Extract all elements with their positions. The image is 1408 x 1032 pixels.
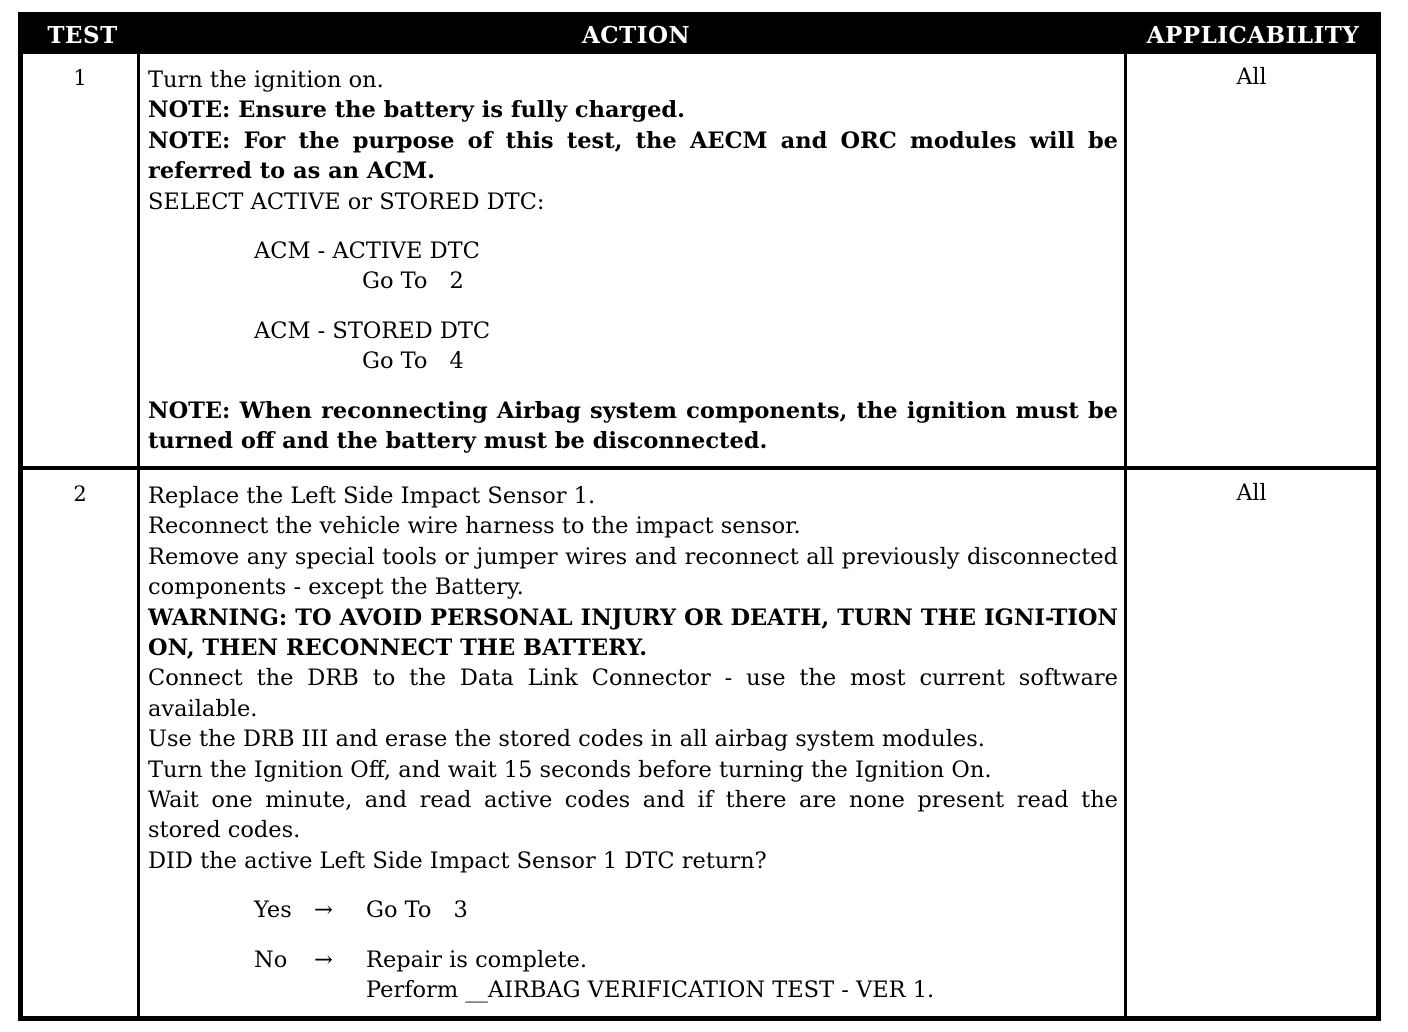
warning-line: WARNING: TO AVOID PERSONAL INJURY OR DEATH, TURN THE IGNI-TION ON, THEN RECONNECT THE BATTERY. (148, 604, 1118, 662)
action-line: Turn the Ignition Off, and wait 15 seconds before turning the Ignition On. (148, 756, 992, 783)
question-line: DID the active Left Side Impact Sensor 1 DTC return? (148, 847, 767, 874)
action-line: Connect the DRB to the Data Link Connector - use the most current software available. (148, 665, 1118, 722)
action-cell (140, 470, 1127, 1017)
option-label: ACM - ACTIVE DTC (254, 238, 480, 265)
right-arrow-icon: → (314, 946, 333, 973)
action-line: SELECT ACTIVE or STORED DTC: (148, 188, 545, 215)
test-number: 2 (23, 470, 140, 1017)
goto-text: Go To (362, 268, 428, 295)
applicability-cell: All (1236, 65, 1267, 90)
table-row (23, 466, 1376, 1017)
note-line: NOTE: When reconnecting Airbag system components, the ignition must be turned off and the battery must be disconnected. (148, 397, 1118, 455)
yes-label: Yes (254, 897, 292, 924)
goto-number: 3 (453, 897, 468, 924)
goto-text: Go To (362, 348, 428, 375)
action-line: Use the DRB III and erase the stored codes in all airbag system modules. (148, 726, 985, 753)
action-line: Turn the ignition on. (148, 67, 384, 93)
action-line: Replace the Left Side Impact Sensor 1. (148, 483, 596, 509)
test-number: 1 (23, 54, 140, 466)
no-option (148, 945, 1118, 1006)
no-result-line: Perform __AIRBAG VERIFICATION TEST - VER 1. (366, 977, 935, 1004)
applicability-cell: All (1236, 481, 1267, 506)
option-label: ACM - STORED DTC (254, 317, 491, 344)
note-line: NOTE: Ensure the battery is fully charged. (148, 97, 686, 124)
no-result (366, 945, 934, 1006)
goto-text: Go To (366, 897, 432, 924)
note-line: NOTE: For the purpose of this test, the AECM and ORC modules will be referred to as an ACM. (148, 127, 1118, 185)
option-goto (148, 346, 1118, 376)
action-line: Reconnect the vehicle wire harness to the impact sensor. (148, 513, 801, 540)
no-label: No (254, 946, 288, 973)
header-test: TEST (47, 22, 118, 49)
table-header-row (23, 17, 1376, 54)
option-goto (148, 266, 1118, 296)
action-line: Remove any special tools or jumper wires and reconnect all previously disconnected components - except the Battery. (148, 543, 1118, 601)
diagnostic-test-table (18, 12, 1381, 1021)
goto-number: 4 (449, 348, 464, 375)
goto-number: 2 (449, 268, 464, 295)
no-result-line: Repair is complete. (366, 946, 587, 973)
yes-option (148, 895, 1118, 925)
table-row (23, 54, 1376, 466)
header-applicability: APPLICABILITY (1146, 22, 1360, 49)
action-line: Wait one minute, and read active codes and if there are none present read the stored codes. (148, 787, 1118, 844)
right-arrow-icon: → (314, 897, 333, 924)
action-cell (140, 54, 1127, 466)
header-action: ACTION (581, 22, 691, 49)
yes-goto (366, 895, 468, 925)
